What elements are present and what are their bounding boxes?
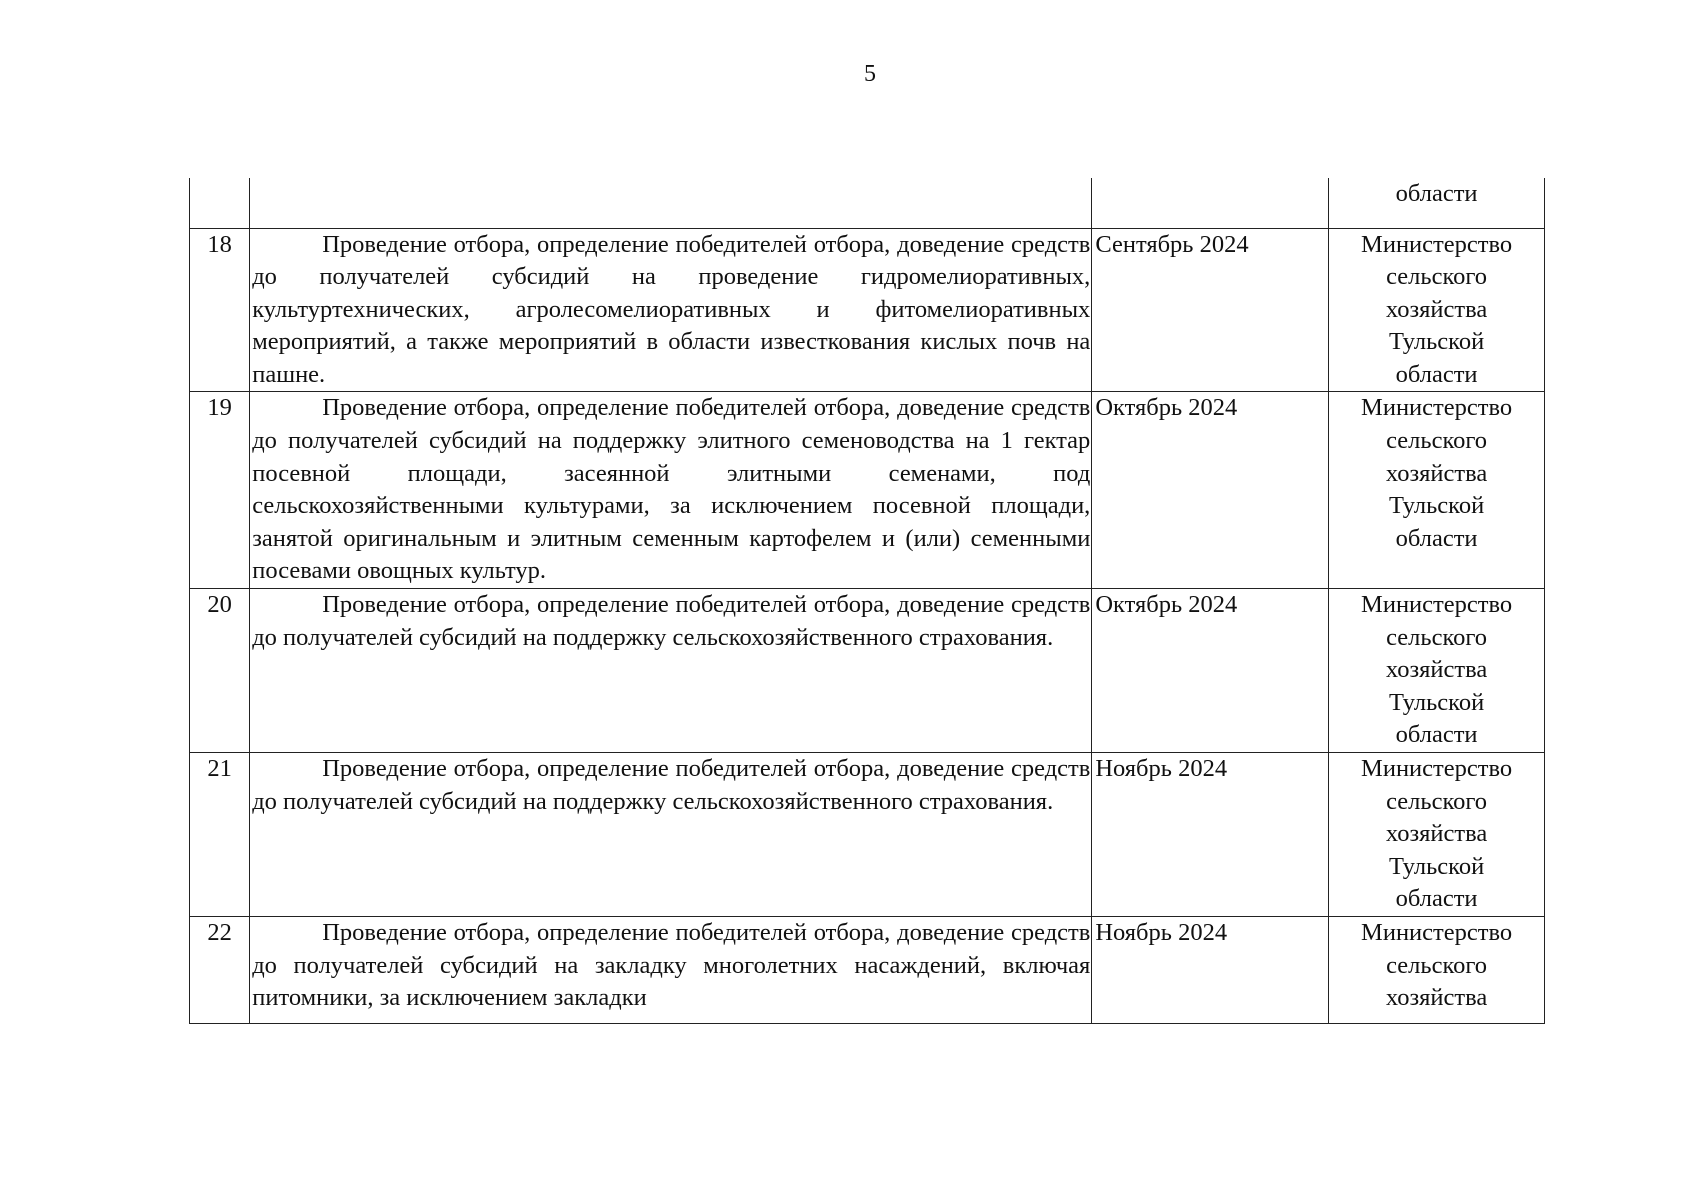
row-number: 22 bbox=[190, 916, 250, 1023]
description-cell bbox=[250, 753, 1092, 917]
responsible-line: хозяйства bbox=[1385, 984, 1488, 1012]
page-number: 5 bbox=[864, 61, 876, 87]
responsible-line: хозяйства bbox=[1385, 656, 1488, 684]
responsible-line: хозяйства bbox=[1385, 459, 1488, 487]
responsible-line: сельского bbox=[1386, 263, 1488, 291]
description-text: Проведение отбора, определение победителей отбора, доведение средств до получателей субсидий на поддержку сельскохозяйственного страхования. bbox=[252, 755, 1091, 815]
table-row bbox=[190, 916, 1545, 1023]
responsible-line: Тульской bbox=[1388, 328, 1485, 356]
responsible-line: Тульской bbox=[1388, 688, 1485, 716]
responsible-line: Министерство bbox=[1361, 394, 1513, 422]
responsible-line: хозяйства bbox=[1385, 295, 1488, 323]
table-row-continuation bbox=[190, 178, 1545, 228]
responsible-line: Министерство bbox=[1361, 591, 1513, 619]
row-number-cell bbox=[190, 178, 250, 228]
date-cell: Сентябрь 2024 bbox=[1092, 228, 1329, 392]
date-cell bbox=[1092, 178, 1329, 228]
date-cell: Октябрь 2024 bbox=[1092, 589, 1329, 753]
responsible-line: Министерство bbox=[1361, 918, 1513, 946]
responsible-line: хозяйства bbox=[1385, 820, 1488, 848]
table-row bbox=[190, 228, 1545, 392]
date-cell: Ноябрь 2024 bbox=[1092, 753, 1329, 917]
row-number: 20 bbox=[190, 589, 250, 753]
responsible-cell bbox=[1329, 228, 1545, 392]
description-cell bbox=[250, 392, 1092, 589]
measures-table bbox=[189, 178, 1545, 1024]
responsible-line: области bbox=[1395, 360, 1478, 388]
responsible-cell bbox=[1329, 589, 1545, 753]
description-cell bbox=[250, 589, 1092, 753]
row-number: 21 bbox=[190, 753, 250, 917]
date-cell: Ноябрь 2024 bbox=[1092, 916, 1329, 1023]
responsible-line: Министерство bbox=[1361, 755, 1513, 782]
responsible-line: области bbox=[1395, 885, 1478, 913]
row-number: 19 bbox=[190, 392, 250, 589]
responsible-line: сельского bbox=[1386, 951, 1488, 979]
responsible-line: сельского bbox=[1386, 623, 1488, 651]
row-number: 18 bbox=[190, 228, 250, 392]
responsible-line: Тульской bbox=[1388, 492, 1485, 520]
responsible-line: области bbox=[1395, 180, 1478, 207]
responsible-line: области bbox=[1395, 524, 1478, 552]
description-cell bbox=[250, 916, 1092, 1023]
date-cell: Октябрь 2024 bbox=[1092, 392, 1329, 589]
responsible-line: Тульской bbox=[1388, 852, 1485, 880]
responsible-cell bbox=[1329, 916, 1545, 1023]
responsible-cell bbox=[1329, 178, 1545, 228]
responsible-line: области bbox=[1395, 721, 1478, 749]
description-cell bbox=[250, 228, 1092, 392]
table-row bbox=[190, 392, 1545, 589]
description-text: Проведение отбора, определение победителей отбора, доведение средств до получателей субсидий на закладку многолетних насаждений, включая питомники, за исключением закладки bbox=[252, 918, 1091, 1012]
description-cell bbox=[250, 178, 1092, 228]
description-text: Проведение отбора, определение победителей отбора, доведение средств до получателей субсидий на проведение гидромелиоративных, культуртехнических, агролесомелиоративных и фитомелиоративных мероприятий, а также мероприятий в области известкования кислых почв на пашне. bbox=[252, 230, 1091, 388]
responsible-cell bbox=[1329, 753, 1545, 917]
responsible-cell bbox=[1329, 392, 1545, 589]
responsible-line: Министерство bbox=[1361, 230, 1513, 258]
table-row bbox=[190, 753, 1545, 917]
responsible-line: сельского bbox=[1386, 787, 1488, 815]
description-text: Проведение отбора, определение победителей отбора, доведение средств до получателей субсидий на поддержку элитного семеноводства на 1 гектар посевной площади, засеянной элитными семенами, под сельскохозяйственными культурами, за исключением посевной площади, занятой оригинальным и элитным семенным картофелем и (или) семенными посевами овощных культур. bbox=[252, 394, 1091, 585]
responsible-line: сельского bbox=[1386, 427, 1488, 455]
table-row bbox=[190, 589, 1545, 753]
description-text: Проведение отбора, определение победителей отбора, доведение средств до получателей субсидий на поддержку сельскохозяйственного страхования. bbox=[252, 591, 1091, 651]
